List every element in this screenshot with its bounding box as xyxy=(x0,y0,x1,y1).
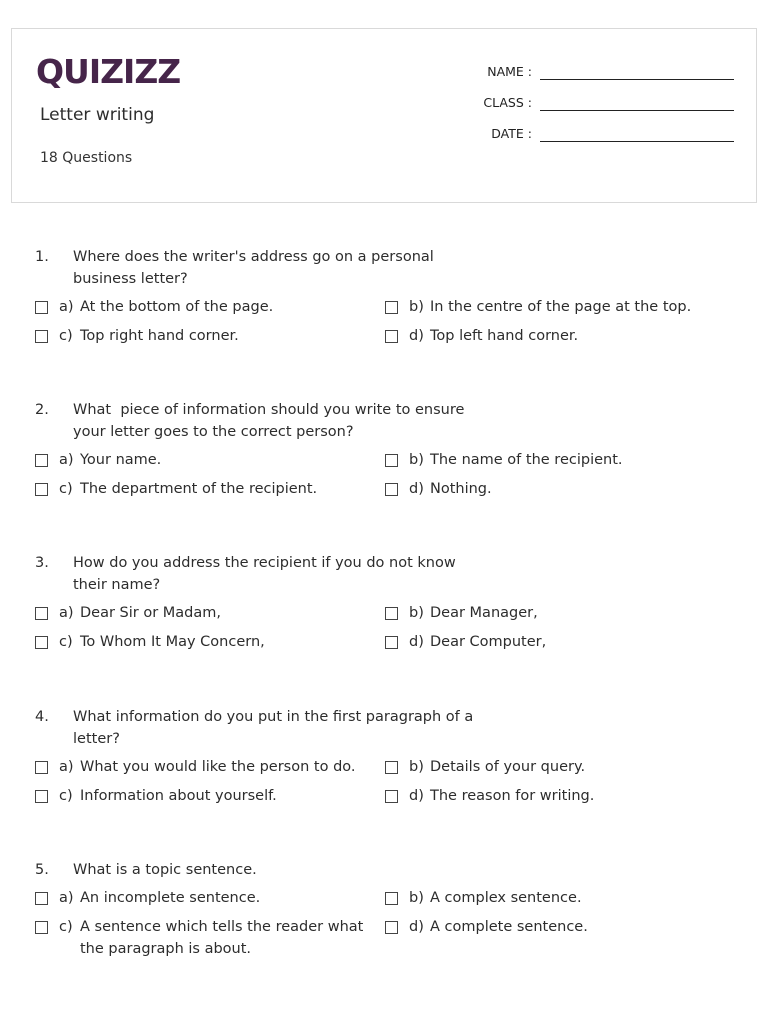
checkbox[interactable] xyxy=(35,301,48,314)
checkbox[interactable] xyxy=(35,790,48,803)
option-text: Top left hand corner. xyxy=(430,328,579,344)
option-letter: b) xyxy=(409,452,424,468)
question-text: What is a topic sentence. xyxy=(73,862,257,878)
option-text: To Whom It May Concern, xyxy=(80,634,265,650)
option-a[interactable] xyxy=(35,602,385,624)
checkbox[interactable] xyxy=(385,892,398,905)
option-letter: b) xyxy=(409,605,424,621)
quizizz-logo xyxy=(36,47,186,93)
option-letter: d) xyxy=(409,788,424,804)
options xyxy=(35,296,735,347)
option-text: At the bottom of the page. xyxy=(80,299,274,315)
date-field xyxy=(472,123,734,154)
name-label: NAME : xyxy=(487,64,532,79)
question-number: 5. xyxy=(35,862,49,878)
question-number: 4. xyxy=(35,709,49,725)
checkbox[interactable] xyxy=(35,330,48,343)
option-text: Details of your query. xyxy=(430,759,586,775)
option-text: An incomplete sentence. xyxy=(80,890,261,906)
checkbox[interactable] xyxy=(385,483,398,496)
option-letter: d) xyxy=(409,481,424,497)
option-a[interactable] xyxy=(35,887,385,909)
option-b[interactable] xyxy=(385,887,735,909)
class-field xyxy=(472,92,734,123)
option-letter: a) xyxy=(59,759,74,775)
question-1 xyxy=(35,246,735,354)
date-label: DATE : xyxy=(491,126,532,141)
option-text: A complete sentence. xyxy=(430,919,588,935)
option-d[interactable] xyxy=(385,916,735,960)
option-letter: b) xyxy=(409,759,424,775)
option-d[interactable] xyxy=(385,478,735,500)
option-a[interactable] xyxy=(35,756,385,778)
option-c[interactable] xyxy=(35,325,385,347)
checkbox[interactable] xyxy=(35,636,48,649)
checkbox[interactable] xyxy=(385,921,398,934)
option-text: The name of the recipient. xyxy=(430,452,623,468)
class-line[interactable] xyxy=(540,110,734,111)
question-number: 1. xyxy=(35,249,49,265)
question-text: What information do you put in the first paragraph of a letter? xyxy=(73,709,474,747)
option-letter: a) xyxy=(59,299,74,315)
option-text: Your name. xyxy=(80,452,162,468)
option-letter: d) xyxy=(409,634,424,650)
option-a[interactable] xyxy=(35,296,385,318)
question-5 xyxy=(35,859,735,967)
option-letter: a) xyxy=(59,605,74,621)
option-d[interactable] xyxy=(385,631,735,653)
option-text: Dear Manager, xyxy=(430,605,538,621)
option-letter: a) xyxy=(59,890,74,906)
question-3 xyxy=(35,552,735,660)
options xyxy=(35,602,735,653)
option-b[interactable] xyxy=(385,756,735,778)
option-b[interactable] xyxy=(385,602,735,624)
checkbox[interactable] xyxy=(385,330,398,343)
name-field xyxy=(472,61,734,92)
checkbox[interactable] xyxy=(35,607,48,620)
options xyxy=(35,449,735,500)
option-text: Nothing. xyxy=(430,481,492,497)
question-text: How do you address the recipient if you do not know their name? xyxy=(73,555,456,593)
checkbox[interactable] xyxy=(385,454,398,467)
option-a[interactable] xyxy=(35,449,385,471)
option-c[interactable] xyxy=(35,478,385,500)
option-text: What you would like the person to do. xyxy=(80,759,356,775)
question-4 xyxy=(35,706,735,814)
option-letter: c) xyxy=(59,919,73,935)
question-number: 2. xyxy=(35,402,49,418)
question-number: 3. xyxy=(35,555,49,571)
option-text: Information about yourself. xyxy=(80,788,277,804)
options xyxy=(35,756,735,807)
option-text: In the centre of the page at the top. xyxy=(430,299,692,315)
checkbox[interactable] xyxy=(35,454,48,467)
option-c[interactable] xyxy=(35,631,385,653)
option-letter: b) xyxy=(409,890,424,906)
logo-text: QUIZIZZ xyxy=(36,52,181,91)
option-letter: c) xyxy=(59,634,73,650)
question-count: 18 Questions xyxy=(40,150,133,166)
option-letter: c) xyxy=(59,328,73,344)
option-letter: b) xyxy=(409,299,424,315)
checkbox[interactable] xyxy=(35,921,48,934)
name-line[interactable] xyxy=(540,79,734,80)
checkbox[interactable] xyxy=(385,301,398,314)
option-d[interactable] xyxy=(385,785,735,807)
option-letter: a) xyxy=(59,452,74,468)
option-letter: c) xyxy=(59,481,73,497)
checkbox[interactable] xyxy=(35,483,48,496)
option-letter: c) xyxy=(59,788,73,804)
checkbox[interactable] xyxy=(385,636,398,649)
quiz-title: Letter writing xyxy=(40,105,155,125)
option-text: A complex sentence. xyxy=(430,890,582,906)
option-text: The department of the recipient. xyxy=(80,481,318,497)
option-text: Dear Sir or Madam, xyxy=(80,605,222,621)
question-text: Where does the writer's address go on a personal business letter? xyxy=(73,249,434,287)
date-line[interactable] xyxy=(540,141,734,142)
checkbox[interactable] xyxy=(35,761,48,774)
question-text: What piece of information should you write to ensure your letter goes to the correct person? xyxy=(73,402,470,440)
option-d[interactable] xyxy=(385,325,735,347)
option-b[interactable] xyxy=(385,296,735,318)
option-text: The reason for writing. xyxy=(430,788,595,804)
option-c[interactable] xyxy=(35,916,385,960)
option-letter: d) xyxy=(409,919,424,935)
option-text: A sentence which tells the reader what the paragraph is about. xyxy=(80,919,364,957)
checkbox[interactable] xyxy=(385,790,398,803)
checkbox[interactable] xyxy=(385,761,398,774)
question-2 xyxy=(35,399,735,507)
student-fields xyxy=(472,61,734,154)
option-letter: d) xyxy=(409,328,424,344)
option-b[interactable] xyxy=(385,449,735,471)
checkbox[interactable] xyxy=(385,607,398,620)
options xyxy=(35,887,735,960)
option-text: Top right hand corner. xyxy=(80,328,239,344)
worksheet-header xyxy=(11,28,757,203)
checkbox[interactable] xyxy=(35,892,48,905)
quizizz-logo-graphic xyxy=(36,47,186,93)
class-label: CLASS : xyxy=(483,95,532,110)
option-c[interactable] xyxy=(35,785,385,807)
option-text: Dear Computer, xyxy=(430,634,547,650)
